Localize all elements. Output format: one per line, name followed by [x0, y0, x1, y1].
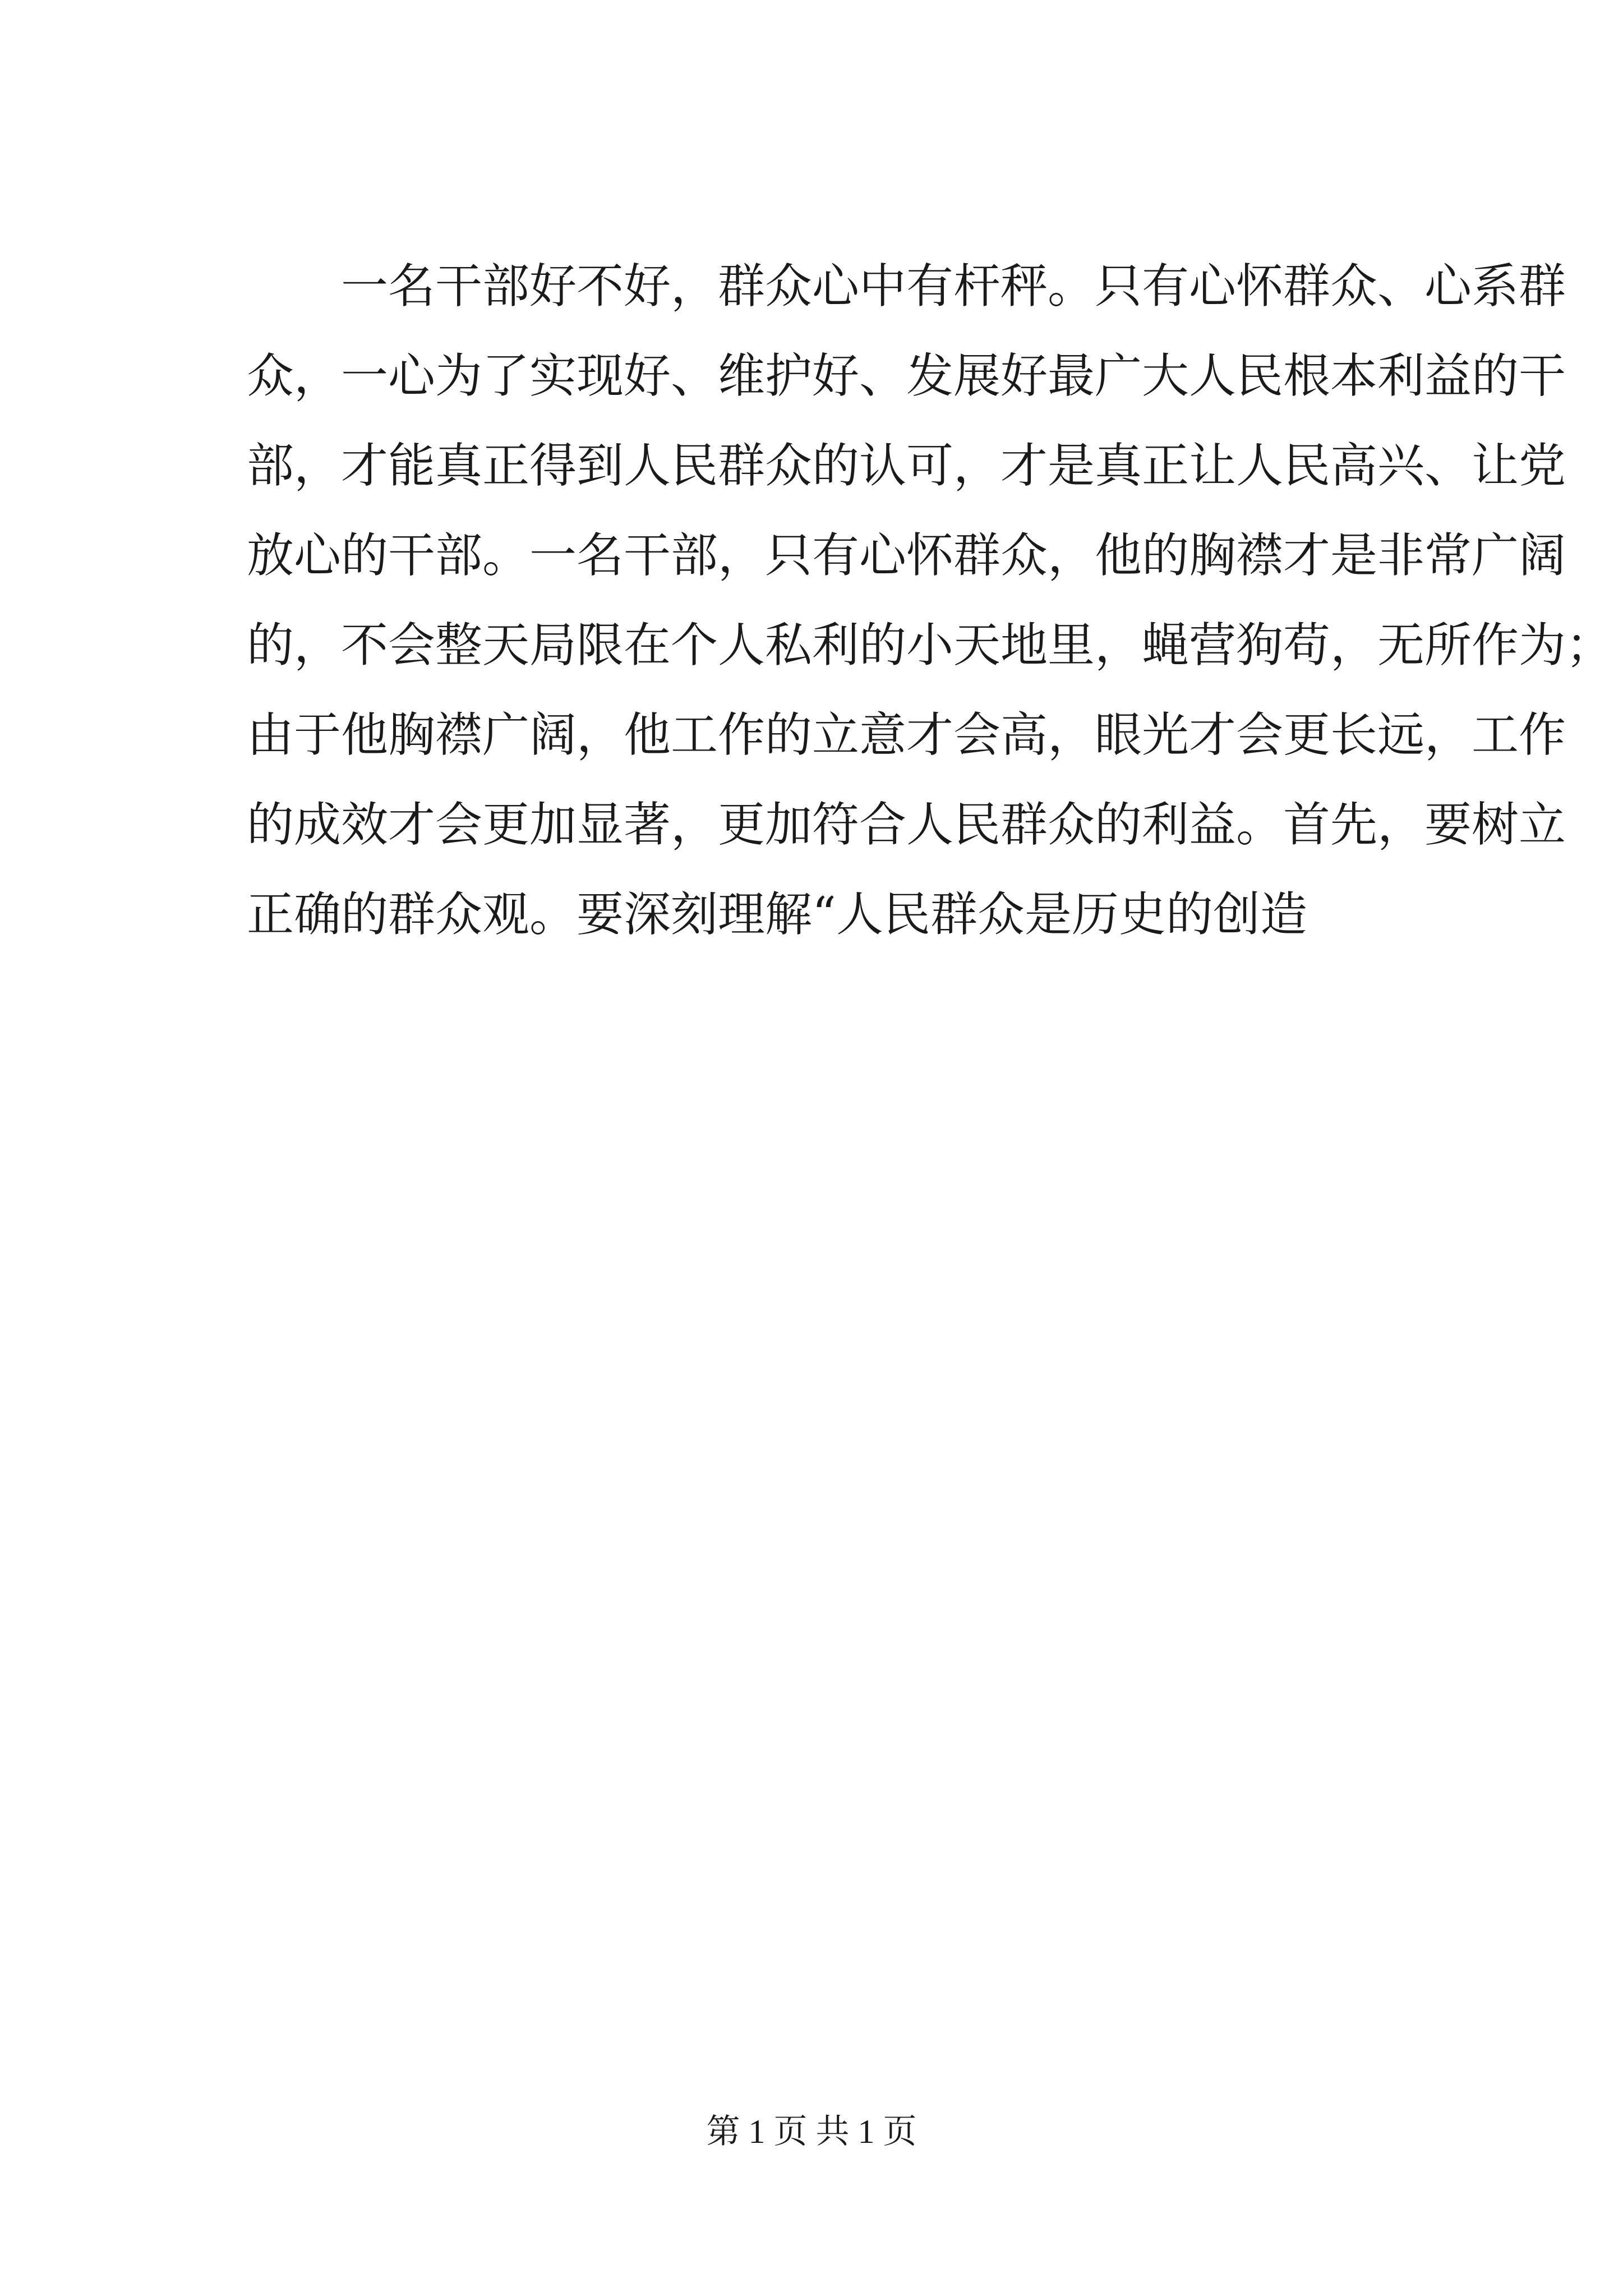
paragraph-line: 的，不会整天局限在个人私利的小天地里，蝇营狗苟，无所作为；: [247, 618, 1613, 673]
paragraph-line: 放心的干部。一名干部，只有心怀群众，他的胸襟才是非常广阔: [247, 528, 1566, 583]
page-footer: [0, 2109, 1623, 2154]
paragraph-line: 一名干部好不好，群众心中有杆秤。只有心怀群众、心系群: [341, 259, 1566, 314]
paragraph-line: 部，才能真正得到人民群众的认可，才是真正让人民高兴、让党: [247, 438, 1566, 493]
paragraph-line: 正确的群众观。要深刻理解“人民群众是历史的创造: [247, 887, 1307, 942]
page-number-label: 第 1 页 共 1 页: [706, 2113, 917, 2150]
body-paragraph: [247, 241, 1613, 959]
paragraph-line: 众，一心为了实现好、维护好、发展好最广大人民根本利益的干: [247, 348, 1566, 403]
paragraph-line: 的成效才会更加显著，更加符合人民群众的利益。首先，要树立: [247, 797, 1566, 852]
paragraph-line: 由于他胸襟广阔，他工作的立意才会高，眼光才会更长远，工作: [247, 707, 1566, 762]
